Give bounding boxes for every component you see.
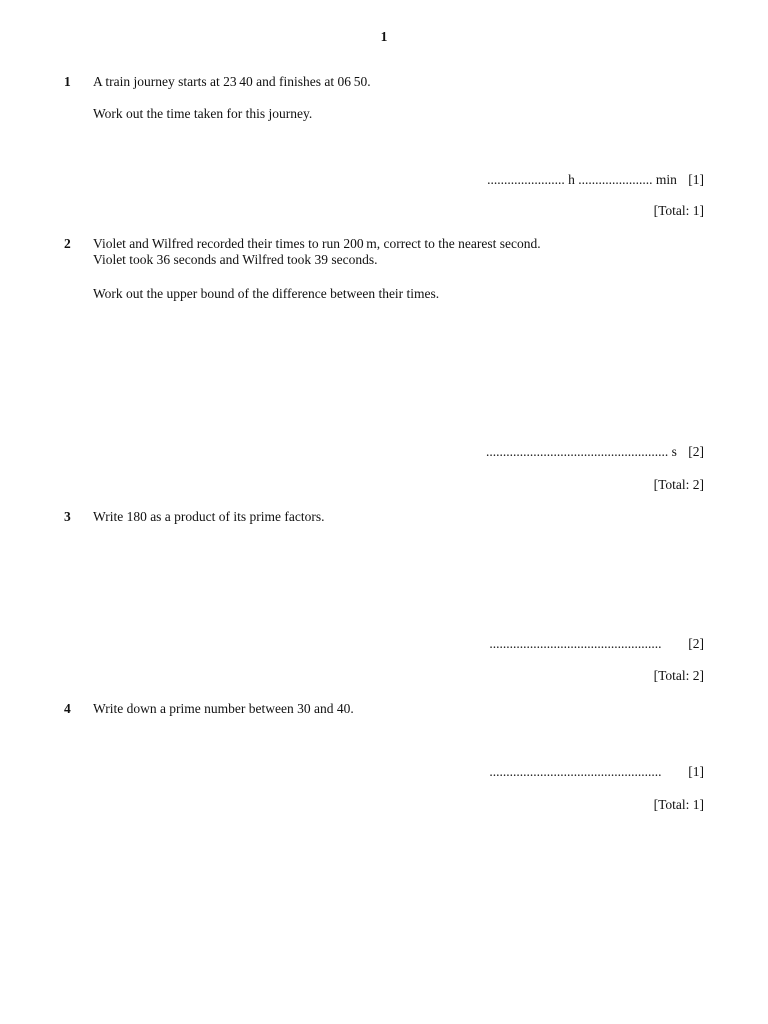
question-4-total: [Total: 1]	[653, 797, 704, 812]
question-2-instruction: Work out the upper bound of the difference between their times.	[93, 286, 440, 301]
question-1-marks: [1]	[688, 172, 704, 187]
answer-dots[interactable]: ...................................................	[489, 764, 662, 779]
unit-minutes: min	[655, 172, 677, 187]
question-4-number: 4	[64, 701, 71, 716]
answer-dots-seconds[interactable]: ......................................................	[485, 444, 669, 459]
question-3-number: 3	[64, 509, 71, 524]
answer-dots-hours[interactable]: .......................	[487, 172, 565, 187]
question-2-marks: [2]	[688, 444, 704, 459]
page-number: 1	[380, 29, 388, 44]
unit-hours: h	[568, 172, 575, 187]
question-2-text-line-1: Violet and Wilfred recorded their times to run 200 m, correct to the nearest second.	[93, 236, 541, 251]
question-2-number: 2	[64, 236, 71, 251]
question-3-text: Write 180 as a product of its prime factors.	[93, 509, 325, 524]
question-4-marks: [1]	[688, 764, 704, 779]
question-1-total: [Total: 1]	[653, 203, 704, 218]
question-1-number: 1	[64, 74, 71, 89]
unit-seconds: s	[671, 444, 677, 459]
question-2-answer-line	[486, 444, 704, 460]
question-4-text: Write down a prime number between 30 and 40.	[93, 701, 354, 716]
question-3-marks: [2]	[688, 636, 704, 651]
question-1-text: A train journey starts at 23 40 and finishes at 06 50.	[93, 74, 371, 89]
answer-dots[interactable]: ...................................................	[489, 636, 662, 651]
question-2-total: [Total: 2]	[653, 477, 704, 492]
question-4-answer-line	[489, 764, 704, 780]
question-3-answer-line	[489, 636, 704, 652]
answer-dots-minutes[interactable]: ......................	[578, 172, 653, 187]
question-3-total: [Total: 2]	[653, 668, 704, 683]
question-2-text-line-2: Violet took 36 seconds and Wilfred took 39 seconds.	[93, 252, 378, 267]
question-1-answer-line	[487, 172, 704, 188]
question-1-instruction: Work out the time taken for this journey.	[93, 106, 313, 121]
